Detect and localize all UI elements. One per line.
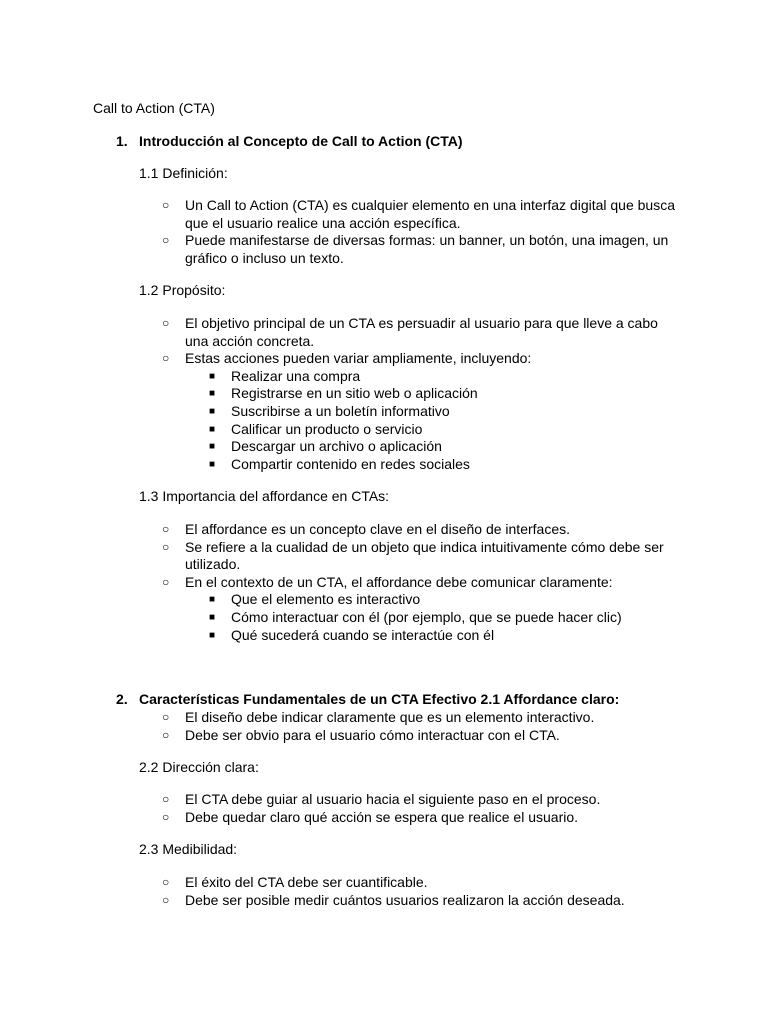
list-item xyxy=(162,539,682,574)
section-2-title: Características Fundamentales de un CTA Efectivo 2.1 Affordance claro: xyxy=(139,691,620,707)
filled-square-bullet-icon: ■ xyxy=(209,629,216,641)
sublist-item-text: Qué sucederá cuando se interactúe con él xyxy=(231,626,495,643)
hollow-circle-bullet-icon: ○ xyxy=(162,710,170,724)
hollow-circle-bullet-icon: ○ xyxy=(162,727,170,742)
subsection-1-3-sublist xyxy=(185,591,682,644)
list-item xyxy=(162,315,682,350)
subsection-1-2-sublist xyxy=(185,368,682,474)
filled-square-bullet-icon: ■ xyxy=(209,441,216,453)
sublist-item xyxy=(185,591,682,609)
filled-square-bullet-icon: ■ xyxy=(209,458,216,470)
list-item xyxy=(162,791,682,809)
sublist-item-text: Registrarse en un sitio web o aplicación xyxy=(231,385,478,402)
hollow-circle-bullet-icon: ○ xyxy=(162,892,170,907)
list-item xyxy=(162,232,682,267)
filled-square-bullet-icon: ■ xyxy=(209,388,216,400)
sublist-item-text: Calificar un producto o servicio xyxy=(231,420,423,437)
filled-square-bullet-icon: ■ xyxy=(209,405,216,417)
section-2-heading xyxy=(116,691,619,709)
list-item-text: El diseño debe indicar claramente que es un elemento interactivo. xyxy=(185,709,595,725)
list-item xyxy=(162,197,682,232)
subsection-1-3-heading: 1.3 Importancia del affordance en CTAs: xyxy=(139,488,390,504)
sublist-item xyxy=(185,627,682,645)
list-item xyxy=(162,809,682,827)
list-item xyxy=(162,574,682,644)
filled-square-bullet-icon: ■ xyxy=(209,594,216,606)
section-1-title: Introducción al Concepto de Call to Action (CTA) xyxy=(139,133,463,149)
hollow-circle-bullet-icon: ○ xyxy=(162,198,170,212)
list-item-text: Se refiere a la cualidad de un objeto que indica intuitivamente cómo debe ser utilizado. xyxy=(185,538,664,573)
list-item-text: Debe quedar claro qué acción se espera que realice el usuario. xyxy=(185,808,579,825)
sublist-item xyxy=(185,368,682,386)
sublist-item-text: Que el elemento es interactivo xyxy=(231,591,421,608)
subsection-2-2-list xyxy=(162,791,682,826)
list-item-text: El affordance es un concepto clave en el diseño de interfaces. xyxy=(185,521,570,537)
hollow-circle-bullet-icon: ○ xyxy=(162,809,170,824)
list-item-text: Puede manifestarse de diversas formas: un banner, un botón, una imagen, un gráfico o incluso un texto. xyxy=(185,232,669,266)
sublist-item-text: Compartir contenido en redes sociales xyxy=(231,455,470,472)
sublist-item-text: Descargar un archivo o aplicación xyxy=(231,438,442,455)
sublist-item-text: Realizar una compra xyxy=(231,367,361,384)
subsection-2-3-list xyxy=(162,874,682,909)
filled-square-bullet-icon: ■ xyxy=(209,370,216,382)
subsection-2-3-heading: 2.3 Medibilidad: xyxy=(139,841,238,857)
list-item xyxy=(162,874,682,892)
section-1-heading xyxy=(116,133,463,151)
sublist-item xyxy=(185,438,682,456)
subsection-1-2-heading: 1.2 Propósito: xyxy=(139,282,226,298)
list-item-text: El CTA debe guiar al usuario hacia el siguiente paso en el proceso. xyxy=(185,791,601,807)
hollow-circle-bullet-icon: ○ xyxy=(162,792,170,806)
sublist-item xyxy=(185,609,682,627)
subsection-1-1-heading: 1.1 Definición: xyxy=(139,165,228,181)
sublist-item-text: Suscribirse a un boletín informativo xyxy=(231,402,450,419)
list-item-text: Un Call to Action (CTA) es cualquier elemento en una interfaz digital que busca que el usuario realice una acción específica. xyxy=(185,197,676,231)
list-item-text: En el contexto de un CTA, el affordance debe comunicar claramente: xyxy=(185,573,613,590)
subsection-1-2-list xyxy=(162,315,682,473)
section-2-number: 2. xyxy=(116,691,128,707)
hollow-circle-bullet-icon: ○ xyxy=(162,233,170,248)
hollow-circle-bullet-icon: ○ xyxy=(162,522,170,536)
hollow-circle-bullet-icon: ○ xyxy=(162,875,170,889)
list-item xyxy=(162,892,682,910)
subsection-2-2-heading: 2.2 Dirección clara: xyxy=(139,759,259,775)
list-item-text: Estas acciones pueden variar ampliamente, incluyendo: xyxy=(185,350,532,367)
list-item xyxy=(162,521,682,539)
sublist-item-text: Cómo interactuar con él (por ejemplo, que se puede hacer clic) xyxy=(231,608,622,625)
hollow-circle-bullet-icon: ○ xyxy=(162,539,170,554)
filled-square-bullet-icon: ■ xyxy=(209,423,216,435)
subsection-1-3-list xyxy=(162,521,682,644)
list-item-text: El objetivo principal de un CTA es persuadir al usuario para que lleve a cabo una acción concreta. xyxy=(185,315,658,349)
hollow-circle-bullet-icon: ○ xyxy=(162,316,170,330)
section-1-number: 1. xyxy=(116,133,128,149)
subsection-2-1-list xyxy=(162,709,682,744)
sublist-item xyxy=(185,385,682,403)
subsection-1-1-list xyxy=(162,197,682,267)
list-item-text: El éxito del CTA debe ser cuantificable. xyxy=(185,874,428,890)
sublist-item xyxy=(185,456,682,474)
sublist-item xyxy=(185,403,682,421)
hollow-circle-bullet-icon: ○ xyxy=(162,351,170,366)
list-item xyxy=(162,709,682,727)
document-title: Call to Action (CTA) xyxy=(93,100,215,116)
list-item-text: Debe ser posible medir cuántos usuarios realizaron la acción deseada. xyxy=(185,891,625,908)
list-item-text: Debe ser obvio para el usuario cómo interactuar con el CTA. xyxy=(185,726,560,743)
list-item xyxy=(162,727,682,745)
hollow-circle-bullet-icon: ○ xyxy=(162,574,170,589)
sublist-item xyxy=(185,421,682,439)
list-item xyxy=(162,350,682,473)
filled-square-bullet-icon: ■ xyxy=(209,611,216,623)
